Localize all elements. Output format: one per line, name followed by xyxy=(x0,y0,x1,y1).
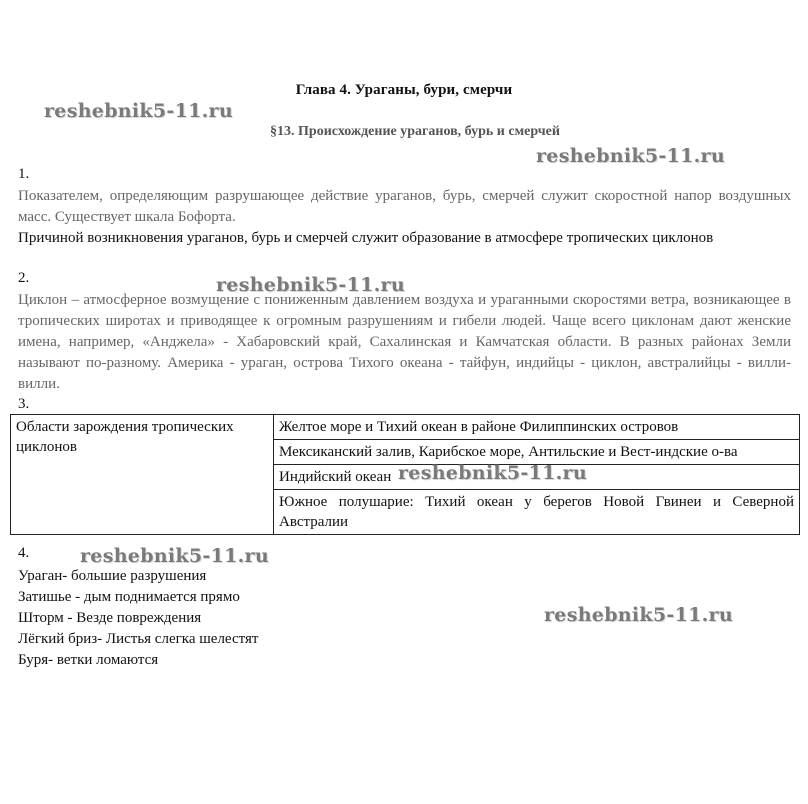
watermark: reshebnik5-11.ru xyxy=(44,100,233,122)
table-cell: Индийский океан xyxy=(274,465,800,490)
list-item: Буря- ветки ломаются xyxy=(18,652,159,668)
question-4-number: 4. xyxy=(18,545,30,561)
table-cell: Желтое море и Тихий океан в районе Филиппинских островов xyxy=(274,415,800,440)
question-2-paragraph: Циклон – атмосферное возмущение с пониженным давлением воздуха и ураганными скоростями ветра, возникающее в тропических широтах и приводящее к огромным разрушениям и гибели людей. Чаще всего циклонам дают женские имена, например, «Анджела» - Хабаровский край, Сахалинская и Камчатская области. В разных районах Земли называют по-разному. Америка - ураган, острова Тихого океана - тайфун, индийцы - циклон, австралийцы - вилли-вилли. xyxy=(18,292,791,392)
question-3-number: 3. xyxy=(18,396,30,412)
watermark: reshebnik5-11.ru xyxy=(544,604,733,626)
table-row xyxy=(11,415,800,440)
chapter-title: Глава 4. Ураганы, бури, смерчи xyxy=(295,82,513,98)
watermark: reshebnik5-11.ru xyxy=(80,545,269,567)
list-item: Шторм - Везде повреждения xyxy=(18,610,202,626)
section-title: §13. Происхождение ураганов, бурь и смерчей xyxy=(270,124,560,139)
table-left-header: Области зарождения тропических циклонов xyxy=(11,415,274,535)
table-cell: Мексиканский залив, Карибское море, Антильские и Вест-индские о-ва xyxy=(274,440,800,465)
question-1-number: 1. xyxy=(18,166,30,182)
wind-scale-list xyxy=(18,566,258,671)
watermark: reshebnik5-11.ru xyxy=(216,274,405,296)
watermark: reshebnik5-11.ru xyxy=(536,145,725,167)
list-item: Лёгкий бриз- Листья слегка шелестят xyxy=(18,631,259,647)
question-1-paragraph-1: Показателем, определяющим разрушающее действие ураганов, бурь, смерчей служит скоростной напор воздушных масс. Существует шкала Бофорта. xyxy=(18,188,791,225)
watermark: reshebnik5-11.ru xyxy=(398,462,587,484)
list-item: Ураган- большие разрушения xyxy=(18,568,207,584)
list-item: Затишье - дым поднимается прямо xyxy=(18,589,240,605)
question-1-paragraph-2: Причиной возникновения ураганов, бурь и смерчей служит образование в атмосфере тропических циклонов xyxy=(18,230,714,246)
question-2-number: 2. xyxy=(18,270,30,286)
table-cell: Южное полушарие: Тихий океан у берегов Новой Гвинеи и Северной Австралии xyxy=(274,490,800,535)
